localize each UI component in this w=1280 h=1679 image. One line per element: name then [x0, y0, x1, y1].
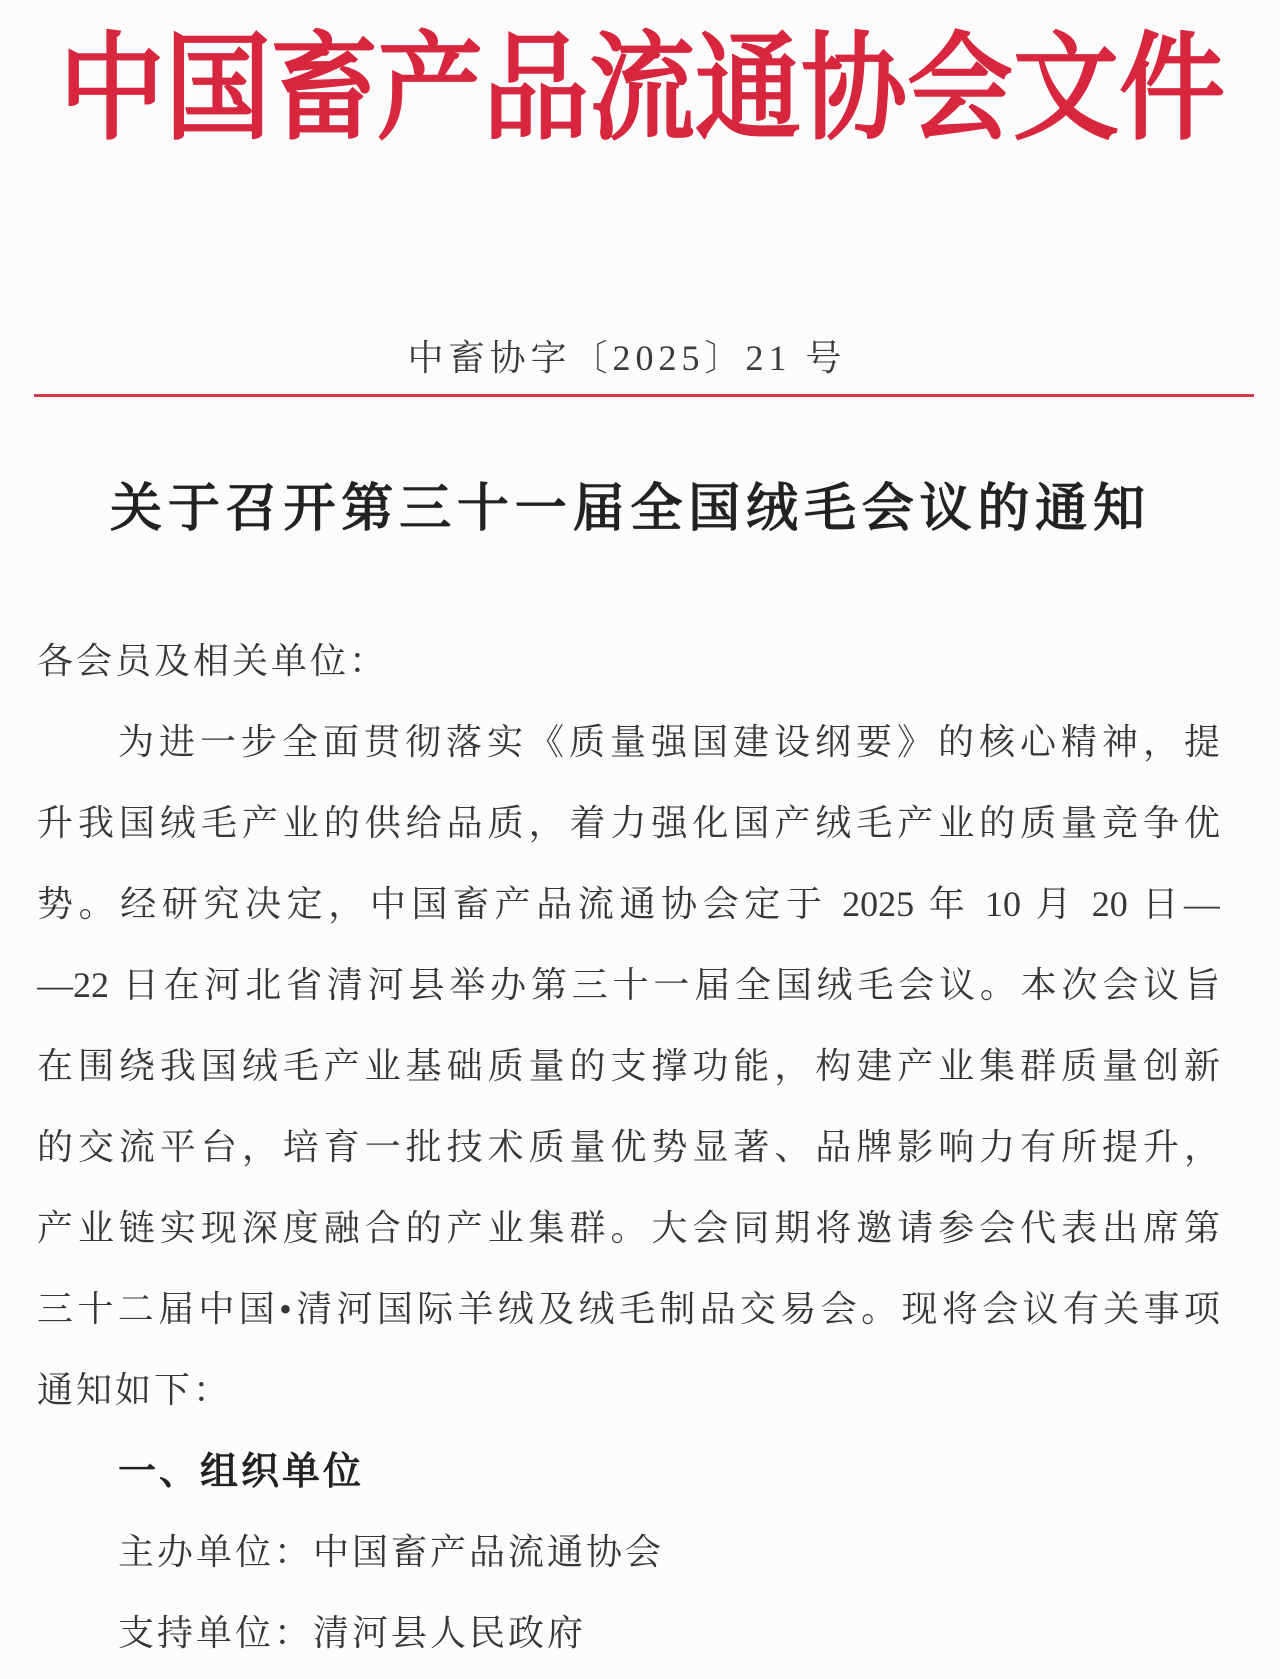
notice-body: [37, 621, 1220, 1674]
section-heading: 一、组织单位: [118, 1449, 365, 1493]
body-line: 升我国绒毛产业的供给品质，着力强化国产绒毛产业的质量竞争优: [37, 803, 1220, 843]
body-line: 的交流平台，培育一批技术质量优势显著、品牌影响力有所提升，: [37, 1127, 1220, 1167]
notice-title: 关于召开第三十一届全国绒毛会议的通知: [110, 479, 1145, 539]
body-line: 产业链实现深度融合的产业集群。大会同期将邀请参会代表出席第: [37, 1208, 1220, 1248]
document-number: 中畜协字〔2025〕21 号: [407, 338, 847, 378]
red-divider-line: [34, 394, 1254, 397]
body-line: 通知如下：: [37, 1370, 233, 1410]
salutation: 各会员及相关单位：: [37, 641, 389, 681]
section-item-supporter: 支持单位：清河县人民政府: [118, 1613, 587, 1653]
body-line: 在围绕我国绒毛产业基础质量的支撑功能，构建产业集群质量创新: [37, 1046, 1220, 1086]
body-line: 势。经研究决定，中国畜产品流通协会定于 2025 年 10 月 20 日—: [37, 884, 1220, 924]
section-item-organizer: 主办单位：中国畜产品流通协会: [118, 1532, 665, 1572]
body-line: 为进一步全面贯彻落实《质量强国建设纲要》的核心精神，提: [118, 722, 1220, 762]
body-line: 三十二届中国•清河国际羊绒及绒毛制品交易会。现将会议有关事项: [37, 1289, 1220, 1329]
document-header-title: 中国畜产品流通协会文件: [59, 26, 1225, 156]
body-line: —22 日在河北省清河县举办第三十一届全国绒毛会议。本次会议旨: [37, 965, 1220, 1005]
